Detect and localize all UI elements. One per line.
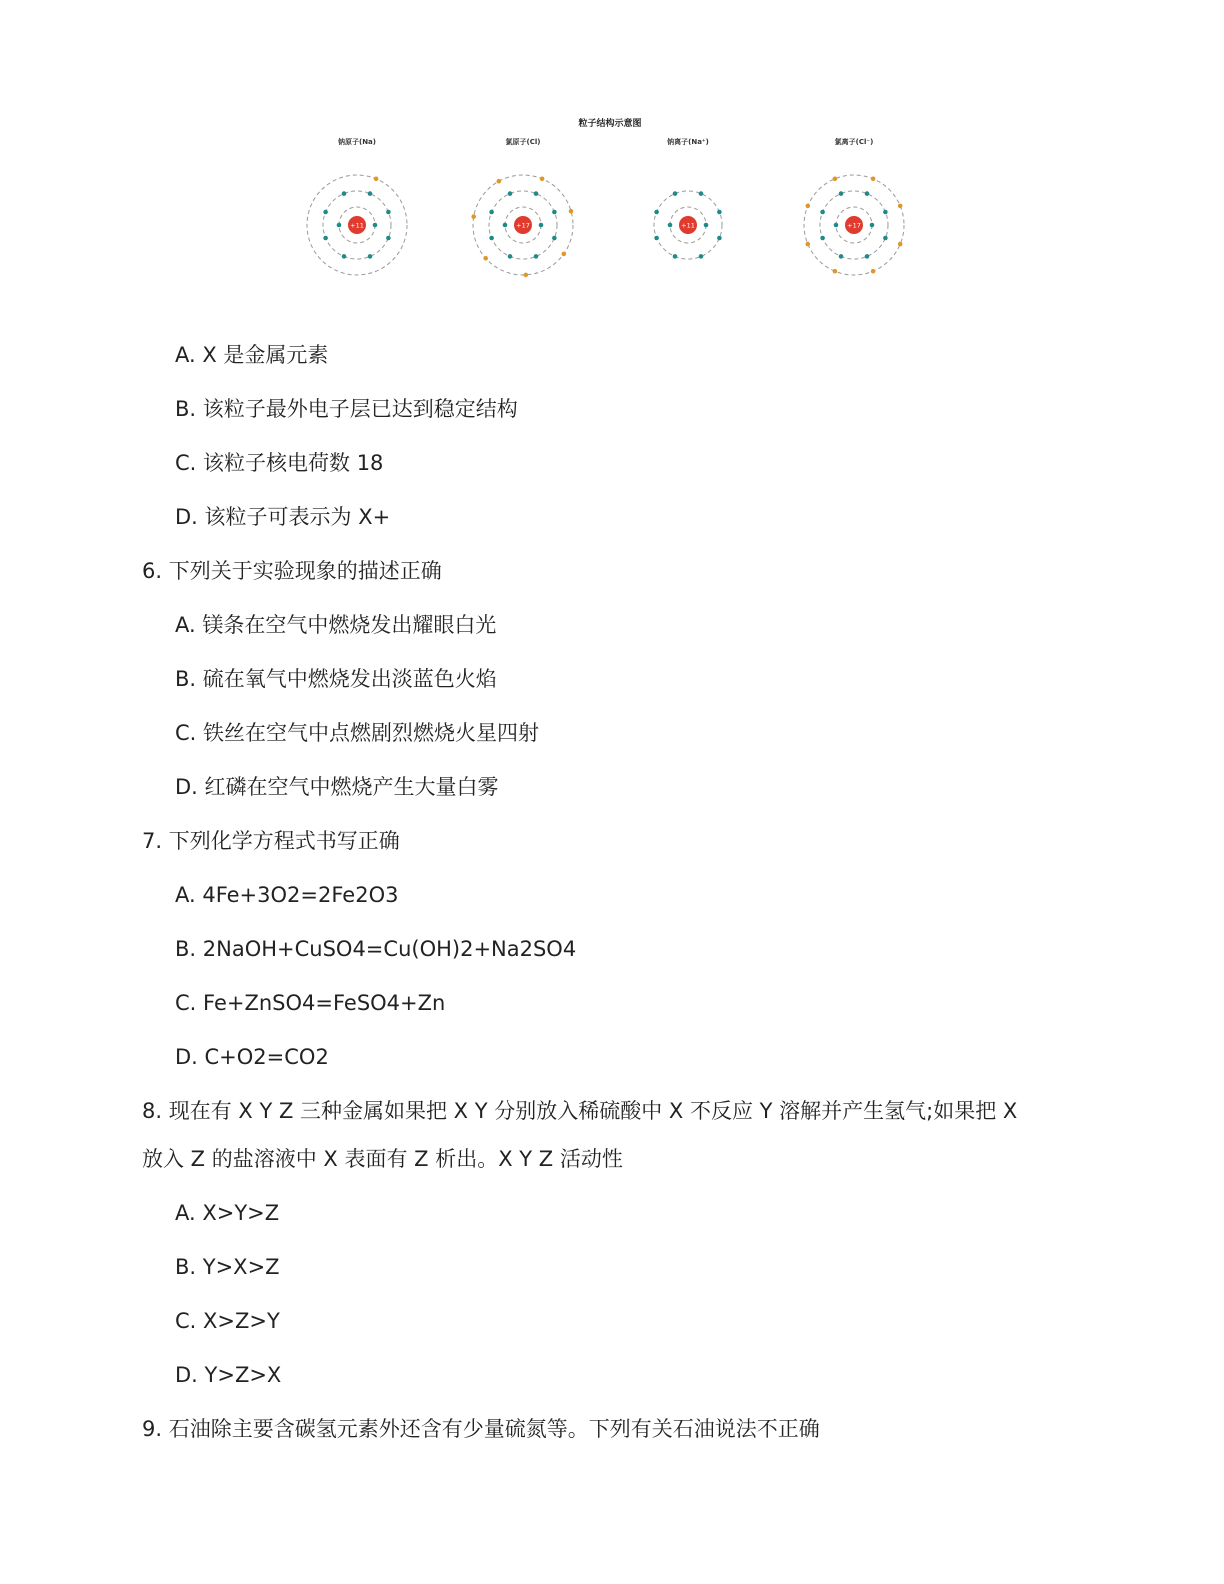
electron	[337, 223, 342, 228]
electron	[834, 223, 839, 228]
electron	[386, 210, 391, 215]
electron	[368, 254, 373, 259]
electron	[833, 177, 838, 182]
electron	[704, 223, 709, 228]
q7-option-c: C. Fe+ZnSO4=FeSO4+Zn	[175, 991, 446, 1015]
q7-option-a: A. 4Fe+3O2=2Fe2O3	[175, 883, 399, 907]
electron	[562, 252, 567, 257]
electron	[552, 236, 557, 241]
q5-option-b: B. 该粒子最外电子层已达到稳定结构	[175, 397, 518, 421]
atom-label-cl: 氯原子(Cl)	[505, 138, 541, 146]
electron	[673, 191, 678, 196]
q8-option-b: B. Y>X>Z	[175, 1255, 280, 1279]
atom-diagram-0	[307, 175, 407, 275]
electron	[368, 191, 373, 196]
q7-option-d: D. C+O2=CO2	[175, 1045, 329, 1069]
electron	[898, 204, 903, 209]
electron	[839, 254, 844, 259]
electron	[489, 210, 494, 215]
q6-option-d: D. 红磷在空气中燃烧产生大量白雾	[175, 775, 499, 799]
q8-option-a: A. X>Y>Z	[175, 1201, 280, 1225]
electron	[668, 223, 673, 228]
electron	[342, 191, 347, 196]
electron	[717, 210, 722, 215]
q5-option-a: A. X 是金属元素	[175, 343, 329, 367]
atom-label-cl-ion: 氯离子(Cl⁻)	[834, 138, 874, 146]
electron	[654, 210, 659, 215]
electron	[489, 236, 494, 241]
q6-option-b: B. 硫在氧气中燃烧发出淡蓝色火焰	[175, 667, 497, 691]
q8-stem-line1: 8. 现在有 X Y Z 三种金属如果把 X Y 分别放入稀硫酸中 X 不反应 Y 溶解并产生氢气;如果把 X	[142, 1099, 1018, 1123]
electron	[865, 254, 870, 259]
electron	[342, 254, 347, 259]
electron	[699, 191, 704, 196]
nucleus-charge-label: +17	[847, 221, 861, 230]
atom-diagram-1	[471, 175, 573, 277]
electron	[820, 236, 825, 241]
nucleus-charge-label: +17	[516, 221, 530, 230]
nucleus-charge-label: +11	[681, 221, 695, 230]
electron	[806, 204, 811, 209]
electron	[569, 209, 574, 214]
electron	[471, 214, 476, 219]
electron	[497, 179, 502, 184]
nucleus-charge-label: +11	[350, 221, 364, 230]
electron	[386, 236, 391, 241]
electron	[871, 177, 876, 182]
electron	[883, 210, 888, 215]
electron	[534, 254, 539, 259]
electron	[539, 223, 544, 228]
q8-option-c: C. X>Z>Y	[175, 1309, 280, 1333]
electron	[898, 242, 903, 247]
q8-option-d: D. Y>Z>X	[175, 1363, 282, 1387]
atom-diagram-2	[654, 191, 722, 259]
electron	[883, 236, 888, 241]
q8-stem-line2: 放入 Z 的盐溶液中 X 表面有 Z 析出。X Y Z 活动性	[142, 1147, 623, 1171]
electron	[673, 254, 678, 259]
q5-option-c: C. 该粒子核电荷数 18	[175, 451, 384, 475]
particle-structure-figure	[290, 108, 930, 288]
electron	[524, 273, 529, 278]
electron	[654, 236, 659, 241]
electron	[508, 191, 513, 196]
electron	[540, 177, 545, 182]
atom-diagram-3	[804, 175, 904, 275]
electron	[870, 223, 875, 228]
electron	[839, 191, 844, 196]
electron	[534, 191, 539, 196]
q6-option-a: A. 镁条在空气中燃烧发出耀眼白光	[175, 613, 497, 637]
electron	[806, 242, 811, 247]
q5-option-d: D. 该粒子可表示为 X+	[175, 505, 391, 529]
electron	[820, 210, 825, 215]
electron	[323, 236, 328, 241]
q7-stem: 7. 下列化学方程式书写正确	[142, 829, 400, 853]
electron	[865, 191, 870, 196]
electron	[508, 254, 513, 259]
atom-diagrams	[290, 108, 930, 288]
atom-label-na: 钠原子(Na)	[338, 138, 376, 146]
q9-stem: 9. 石油除主要含碳氢元素外还含有少量硫氮等。下列有关石油说法不正确	[142, 1417, 820, 1441]
q6-option-c: C. 铁丝在空气中点燃剧烈燃烧火星四射	[175, 721, 540, 745]
q7-option-b: B. 2NaOH+CuSO4=Cu(OH)2+Na2SO4	[175, 937, 577, 961]
electron	[871, 269, 876, 274]
electron	[503, 223, 508, 228]
electron	[323, 210, 328, 215]
figure-title: 粒子结构示意图	[578, 119, 642, 129]
q6-stem: 6. 下列关于实验现象的描述正确	[142, 559, 442, 583]
electron	[833, 269, 838, 274]
electron	[374, 177, 379, 182]
electron	[699, 254, 704, 259]
electron	[483, 256, 488, 261]
electron	[717, 236, 722, 241]
electron	[552, 210, 557, 215]
atom-label-na-ion: 钠离子(Na⁺)	[667, 138, 709, 146]
electron	[373, 223, 378, 228]
